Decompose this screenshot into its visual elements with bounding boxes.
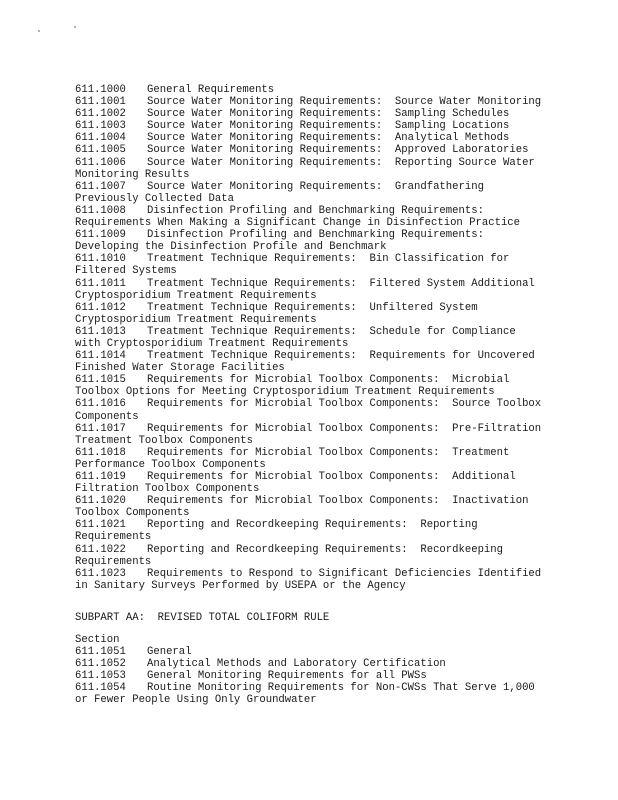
section-title: Source Water Monitoring Requirements: Reporting Source Water Monitoring Results: [75, 156, 542, 181]
section-title: Disinfection Profiling and Benchmarking Requirements: Developing the Disinfection Profile and Benchmark: [75, 229, 497, 254]
section-number: 611.1013: [75, 325, 126, 338]
section-number: 611.1012: [75, 301, 126, 314]
toc-entry: [75, 96, 545, 108]
toc-entry: [75, 132, 545, 144]
section-number: 611.1000: [75, 84, 126, 96]
toc-entry: [75, 302, 545, 326]
section-number: 611.1051: [75, 646, 126, 658]
section-title: Treatment Technique Requirements: Schedule for Compliance with Cryptosporidium Treatment Requirements: [75, 325, 523, 350]
toc-entry: [75, 519, 545, 543]
section-title: Source Water Monitoring Requirements: Analytical Methods: [147, 132, 510, 145]
toc-entry: [75, 84, 545, 96]
section-number: 611.1005: [75, 144, 126, 157]
section-number: 611.1002: [75, 108, 126, 121]
section-number: 611.1021: [75, 519, 126, 532]
toc-entry: [75, 544, 545, 568]
toc-entry: [75, 157, 545, 181]
toc-entry: [75, 253, 545, 277]
toc-entry: [75, 350, 545, 374]
section-title: Source Water Monitoring Requirements: Sampling Locations: [147, 120, 510, 133]
section-title: General Monitoring Requirements for all PWSs: [147, 670, 427, 683]
section-title: Source Water Monitoring Requirements: Source Water Monitoring: [147, 96, 542, 109]
toc-entry: [75, 447, 545, 471]
section-title: Treatment Technique Requirements: Filtered System Additional Cryptosporidium Treatment Requirements: [75, 277, 542, 302]
scan-speck: [38, 30, 40, 32]
section-title: Disinfection Profiling and Benchmarking Requirements: Requirements When Making a Significant Change in Disinfection Practice: [75, 204, 521, 230]
section-number: 611.1018: [75, 446, 126, 459]
toc-entry: [75, 278, 545, 302]
section-number: 611.1001: [75, 96, 126, 109]
section-title: Routine Monitoring Requirements for Non-CWSs That Serve 1,000 or Fewer People Using Only Groundwater: [75, 682, 542, 707]
toc-entry: [75, 422, 548, 447]
toc-entry: [75, 398, 548, 423]
section-title: Reporting and Recordkeeping Requirements: Recordkeeping Requirements: [75, 543, 510, 568]
toc-entry: [75, 205, 545, 229]
section-title: Requirements for Microbial Toolbox Components: Inactivation Toolbox Components: [75, 495, 535, 520]
section-number: 611.1010: [75, 253, 126, 266]
section-number: 611.1019: [75, 471, 126, 483]
section-number: 611.1054: [75, 682, 126, 695]
section-title: General Requirements: [147, 84, 275, 96]
section-number: 611.1022: [75, 543, 126, 556]
toc-entry: [75, 567, 548, 592]
toc-entry: [75, 108, 545, 120]
section-title: Source Water Monitoring Requirements: Grandfathering Previously Collected Data: [75, 180, 491, 205]
section-number: 611.1008: [75, 204, 126, 217]
section-title: General: [147, 646, 192, 658]
toc-entry: [75, 120, 545, 132]
subpart-heading: SUBPART AA: REVISED TOTAL COLIFORM RULE: [75, 612, 330, 624]
section-title: Treatment Technique Requirements: Bin Classification for Filtered Systems: [75, 253, 516, 278]
section-title: Requirements for Microbial Toolbox Components: Source Toolbox Components: [75, 398, 548, 423]
toc-entry: [75, 670, 545, 682]
scan-specks: [38, 24, 98, 34]
section-title: Requirements for Microbial Toolbox Components: Microbial Toolbox Options for Meeting Cryptosporidium Treatment Requirements: [75, 374, 516, 399]
subpart-z-toc: [75, 84, 548, 592]
section-number: 611.1004: [75, 132, 126, 145]
subpart-aa-toc: [75, 646, 545, 706]
section-number: 611.1006: [75, 156, 126, 169]
section-number: 611.1007: [75, 180, 126, 193]
section-number: 611.1017: [75, 422, 126, 435]
section-label: Section: [75, 634, 120, 646]
section-number: 611.1052: [75, 658, 126, 671]
toc-entry: [75, 144, 545, 156]
section-number: 611.1023: [75, 567, 126, 580]
toc-entry: [75, 374, 545, 398]
section-title: Source Water Monitoring Requirements: Sampling Schedules: [147, 108, 510, 121]
section-title: Requirements to Respond to Significant Deficiencies Identified in Sanitary Surveys Performed by USEPA or the Agency: [75, 567, 548, 592]
section-title: Treatment Technique Requirements: Requirements for Uncovered Finished Water Storage Facilities: [75, 350, 542, 375]
toc-entry: [75, 646, 545, 658]
toc-entry: [75, 658, 545, 670]
section-number: 611.1053: [75, 670, 126, 683]
section-number: 611.1020: [75, 495, 126, 508]
scan-speck: [74, 26, 76, 28]
section-title: Reporting and Recordkeeping Requirements: Reporting Requirements: [75, 519, 484, 544]
toc-entry: [75, 326, 545, 350]
section-number: 611.1009: [75, 229, 126, 242]
section-title: Requirements for Microbial Toolbox Components: Treatment Performance Toolbox Components: [75, 446, 516, 471]
section-number: 611.1011: [75, 277, 126, 290]
toc-entry: [75, 181, 545, 205]
section-number: 611.1014: [75, 350, 126, 363]
section-number: 611.1003: [75, 120, 126, 133]
section-title: Source Water Monitoring Requirements: Approved Laboratories: [147, 144, 529, 157]
section-title: Analytical Methods and Laboratory Certification: [147, 658, 446, 671]
section-title: Requirements for Microbial Toolbox Components: Pre-Filtration Treatment Toolbox Components: [75, 422, 548, 447]
toc-entry: [75, 229, 545, 253]
section-title: Requirements for Microbial Toolbox Components: Additional Filtration Toolbox Components: [75, 471, 523, 496]
toc-entry: [75, 682, 545, 706]
section-title: Treatment Technique Requirements: Unfiltered System Cryptosporidium Treatment Requirements: [75, 301, 484, 326]
toc-entry: [75, 471, 545, 495]
section-number: 611.1015: [75, 374, 126, 387]
section-number: 611.1016: [75, 398, 126, 411]
toc-entry: [75, 495, 545, 519]
